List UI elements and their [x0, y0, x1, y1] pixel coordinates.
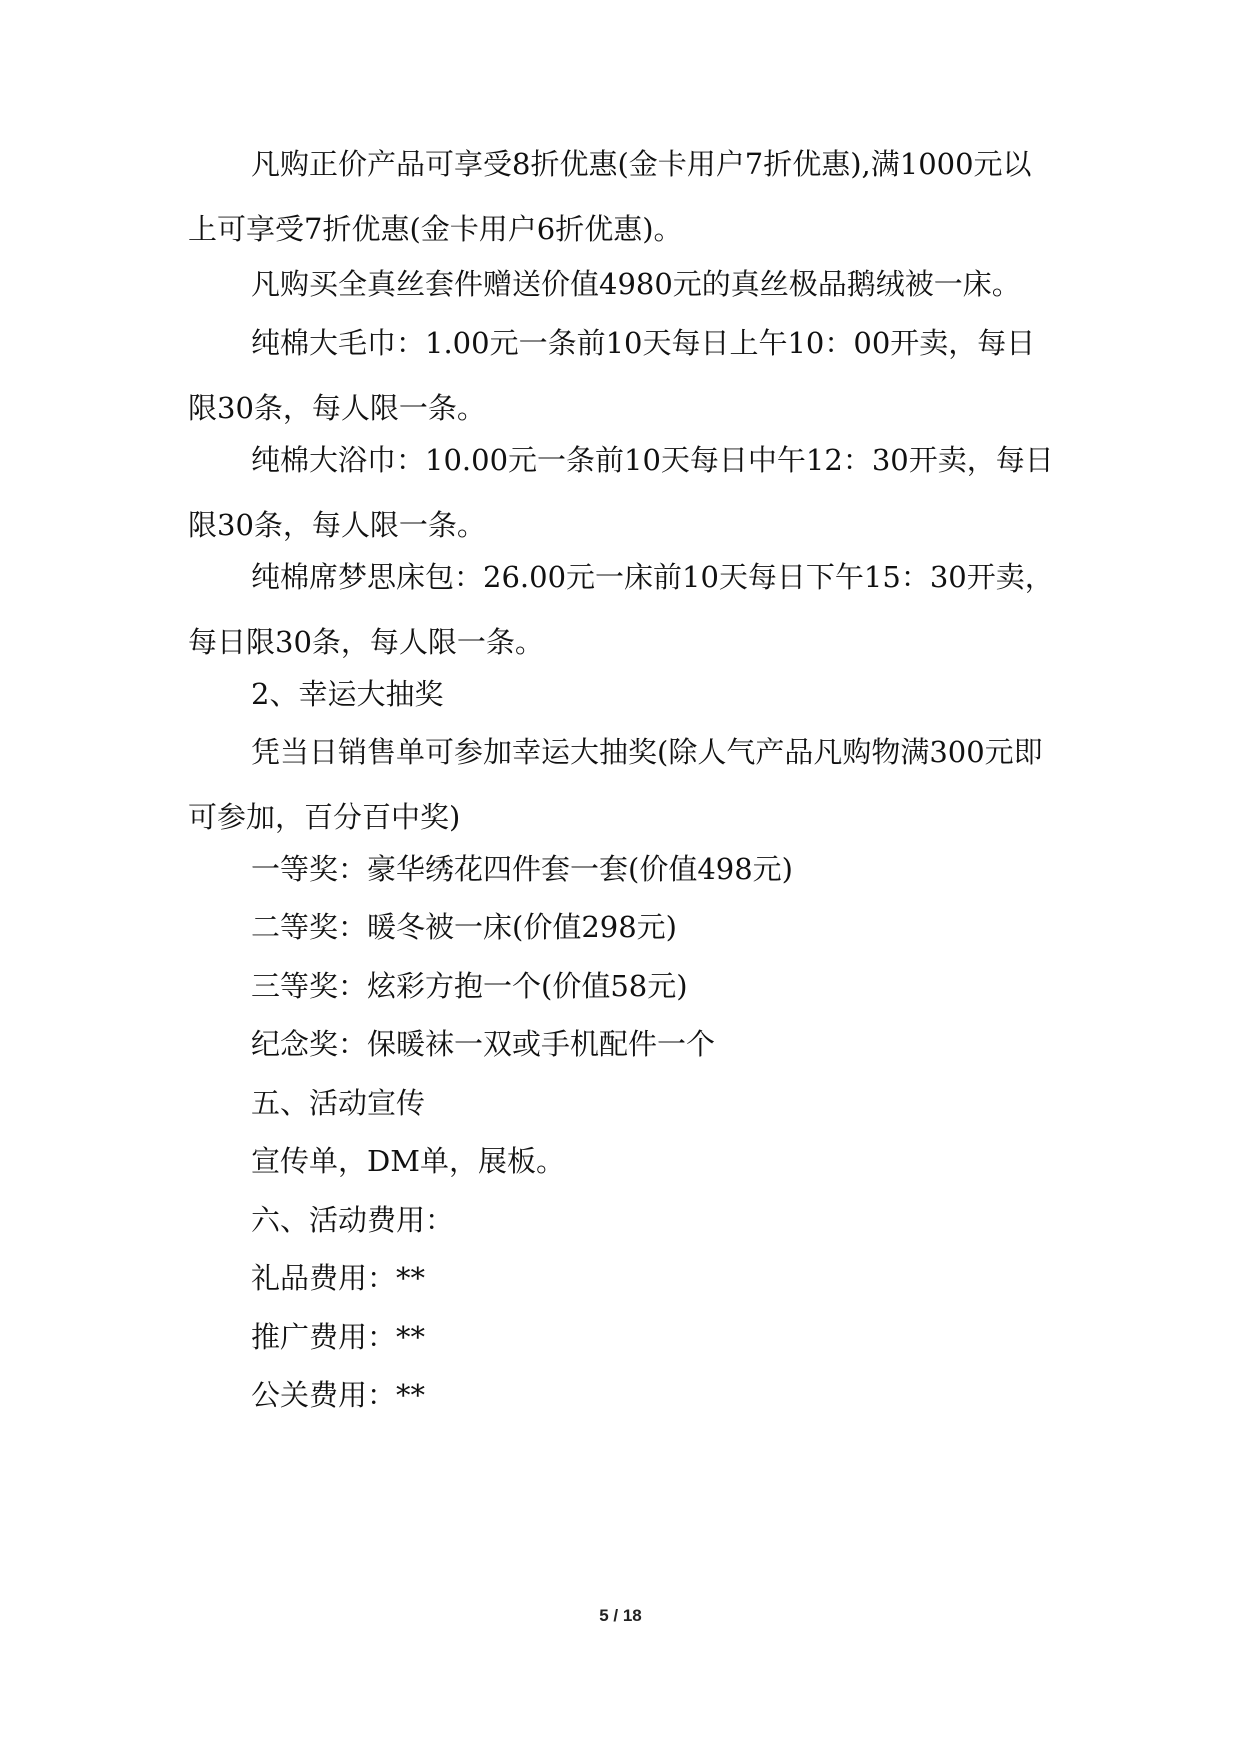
paragraph-draw-rules: 凭当日销售单可参加幸运大抽奖(除人气产品凡购物满300元即可参加，百分百中奖) [188, 735, 1043, 834]
paragraph-bed-cover: 纯棉席梦思床包：26.00元一床前10天每日下午15：30开卖，每日限30条，每人限一条。 [188, 560, 1054, 659]
prize-first: 一等奖：豪华绣花四件套一套(价值498元) [251, 852, 793, 886]
paragraph-silk-gift: 凡购买全真丝套件赠送价值4980元的真丝极品鹅绒被一床。 [251, 267, 1021, 301]
paragraph-bath-towel: 纯棉大浴巾：10.00元一条前10天每日中午12：30开卖，每日限30条，每人限一条。 [188, 443, 1054, 542]
section-heading-lucky-draw: 2、幸运大抽奖 [251, 677, 444, 711]
section-heading-costs: 六、活动费用： [251, 1203, 455, 1237]
prize-second: 二等奖：暖冬被一床(价值298元) [251, 910, 677, 944]
paragraph-discount: 凡购正价产品可享受8折优惠(金卡用户7折优惠),满1000元以上可享受7折优惠(金卡用户6折优惠)。 [188, 147, 1032, 246]
paragraph-towel: 纯棉大毛巾：1.00元一条前10天每日上午10：00开卖，每日限30条，每人限一条。 [188, 326, 1036, 425]
cost-promotion: 推广费用：** [251, 1320, 426, 1354]
section-heading-promotion: 五、活动宣传 [251, 1086, 426, 1120]
cost-gifts: 礼品费用：** [251, 1261, 426, 1295]
paragraph-promotion-materials: 宣传单，DM单，展板。 [251, 1144, 565, 1178]
prize-third: 三等奖：炫彩方抱一个(价值58元) [251, 969, 688, 1003]
cost-public-relations: 公关费用：** [251, 1378, 426, 1412]
page-number: 5 / 18 [599, 1606, 642, 1625]
prize-souvenir: 纪念奖：保暖袜一双或手机配件一个 [251, 1027, 716, 1061]
